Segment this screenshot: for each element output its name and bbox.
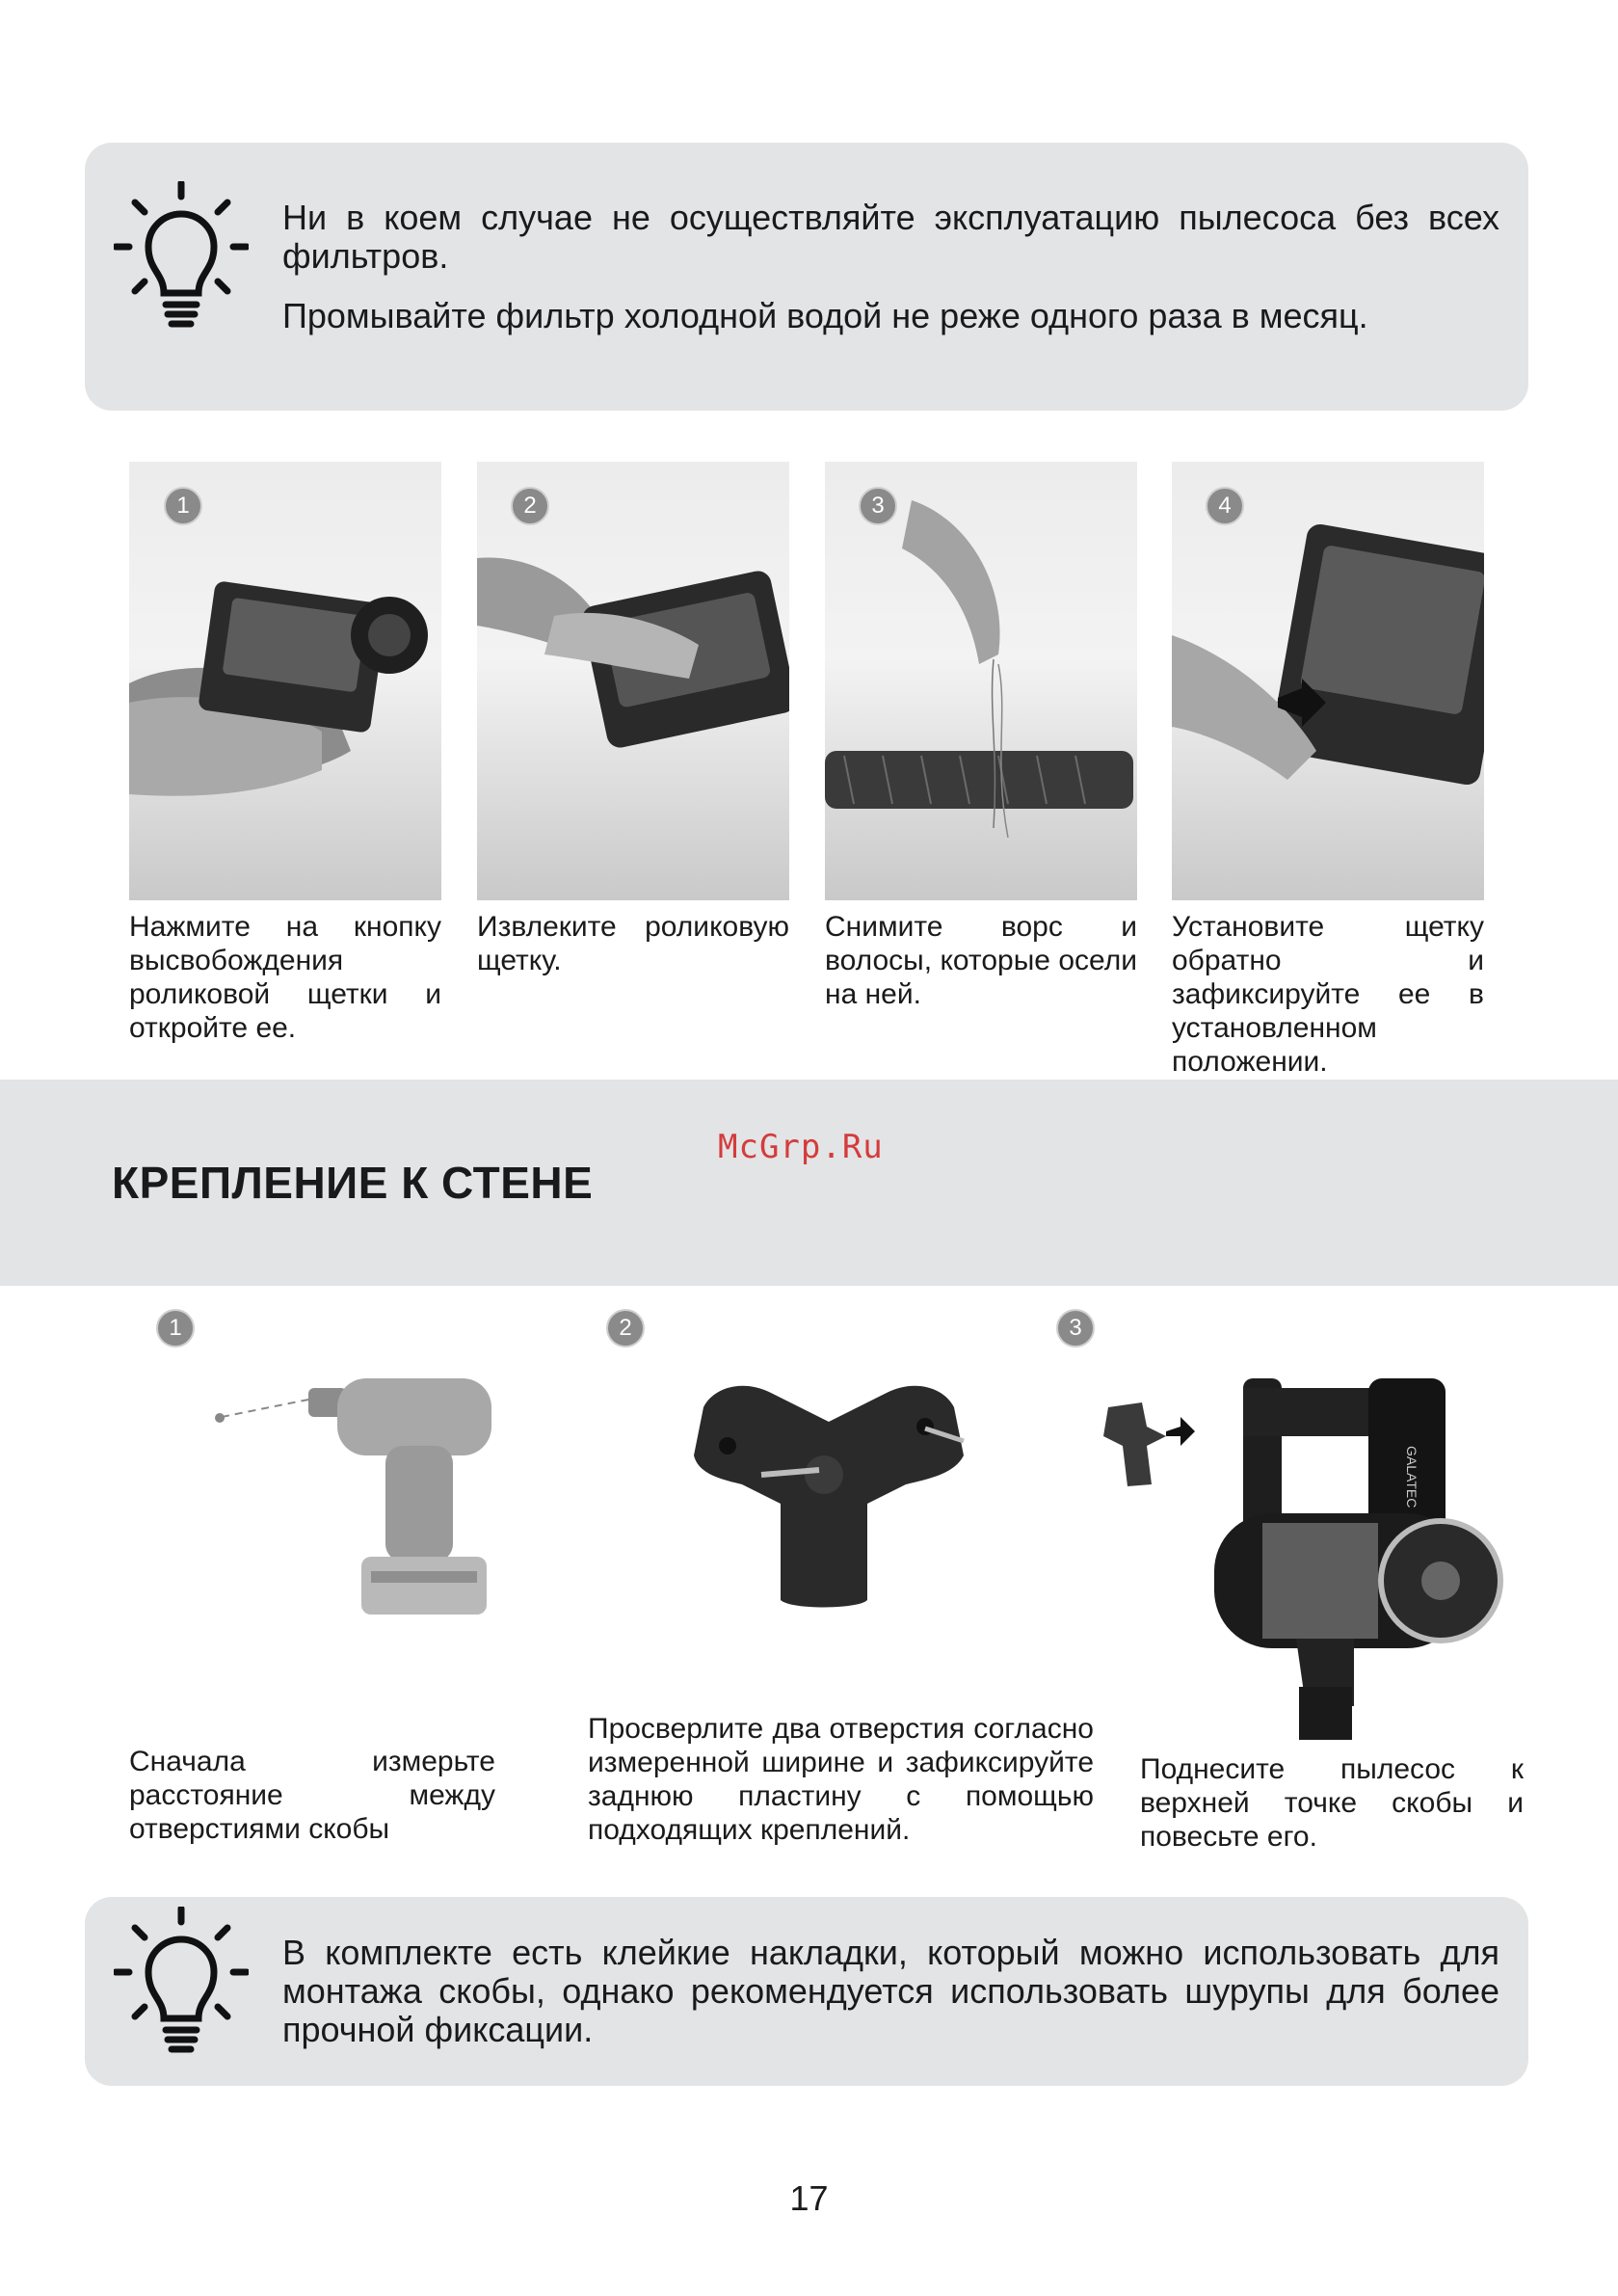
mount-step-number-2: 2 [606, 1309, 645, 1348]
step-photo-1 [129, 462, 441, 900]
vacuum-illustration [1089, 1359, 1503, 1764]
step-number-1: 1 [164, 487, 202, 525]
brand-label: GALATEC [1404, 1446, 1419, 1508]
lightbulb-icon [114, 1907, 249, 2061]
step-caption-1: Нажмите на кнопку высвобождения роликовой щетки и откройте ее. [129, 911, 441, 1044]
tip-text-adhesive: В комплекте есть клейкие накладки, который можно использовать для монтажа скобы, однако рекомендуется использовать шурупы для более прочной фиксации. [282, 1933, 1499, 2049]
step-number-4: 4 [1206, 487, 1244, 525]
tip-box-bottom [85, 1897, 1528, 2086]
mount-step-number-3: 3 [1056, 1309, 1095, 1348]
mount-caption-3: Поднесите пылесос к верхней точке скобы и повесьте его. [1140, 1753, 1524, 1853]
watermark: McGrp.Ru [718, 1128, 884, 1166]
tip-box-top [85, 143, 1528, 411]
step-photo-2 [477, 462, 789, 900]
mount-caption-2: Просверлите два отверстия согласно измеренной ширине и зафиксируйте заднюю пластину с помощью подходящих креплений. [588, 1713, 1094, 1846]
bracket-illustration [684, 1369, 973, 1619]
step-caption-3: Снимите ворс и волосы, которые осели на ней. [825, 911, 1137, 1010]
page-number: 17 [789, 2178, 829, 2218]
drill-illustration [202, 1369, 511, 1629]
step-photo-4 [1172, 462, 1484, 900]
step-number-2: 2 [511, 487, 549, 525]
mount-caption-1: Сначала измерьте расстояние между отверстиями скобы [129, 1746, 495, 1845]
lightbulb-icon [114, 181, 249, 335]
section-title: КРЕПЛЕНИЕ К СТЕНЕ [112, 1158, 594, 1208]
tip-text-filters: Ни в коем случае не осуществляйте эксплуатацию пылесоса без всех фильтров. [282, 198, 1499, 276]
step-number-3: 3 [859, 487, 897, 525]
step-photo-3 [825, 462, 1137, 900]
step-caption-4: Установите щетку обратно и зафиксируйте ее в установленном положении. [1172, 911, 1484, 1078]
step-caption-2: Извлеките роликовую щетку. [477, 911, 789, 976]
mount-step-number-1: 1 [156, 1309, 195, 1348]
tip-text-wash: Промывайте фильтр холодной водой не реже одного раза в месяц. [282, 296, 1368, 335]
